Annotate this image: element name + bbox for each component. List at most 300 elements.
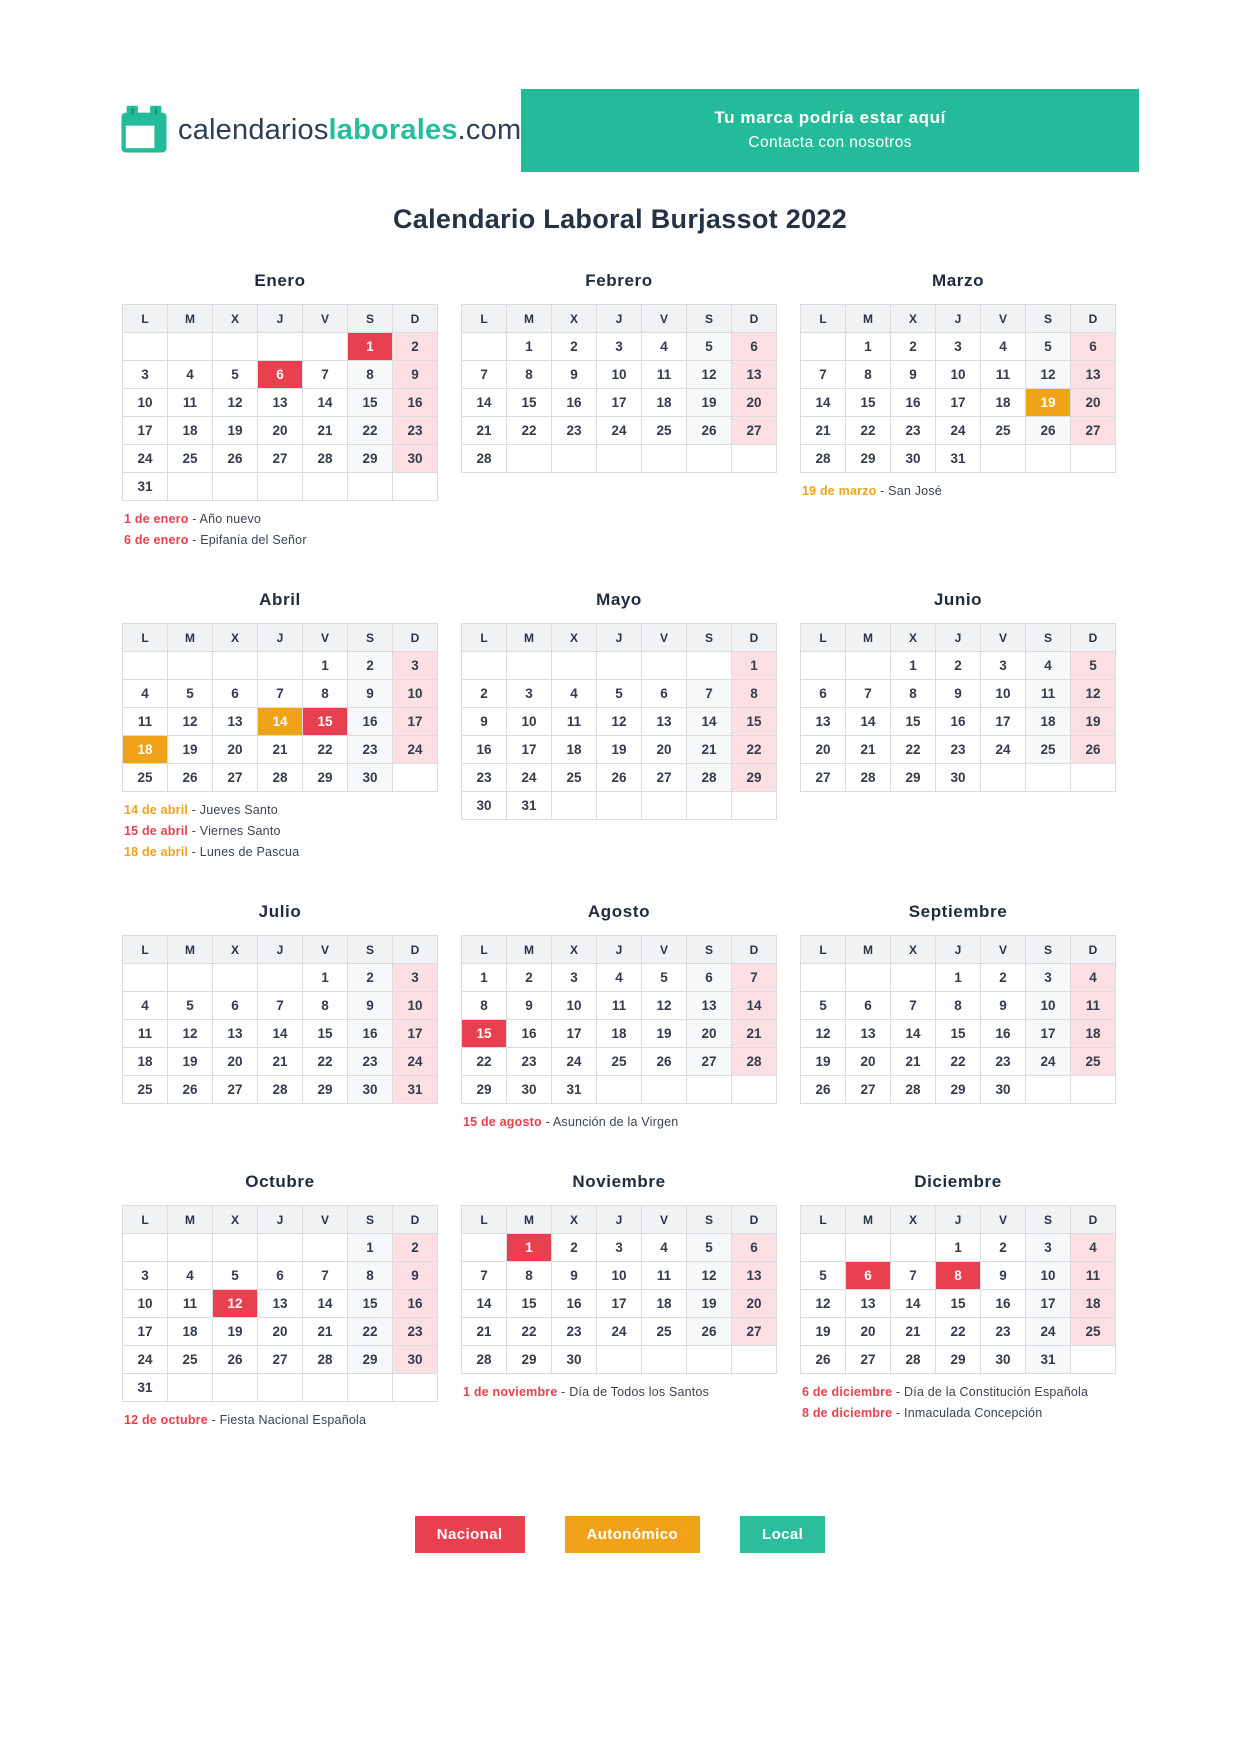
day-cell: 27 bbox=[642, 764, 687, 792]
day-cell: 25 bbox=[1071, 1318, 1116, 1346]
day-cell: 5 bbox=[168, 680, 213, 708]
day-cell: 18 bbox=[642, 1290, 687, 1318]
day-cell: 31 bbox=[1026, 1346, 1071, 1374]
weekday-header-v: V bbox=[981, 1206, 1026, 1234]
empty-cell bbox=[801, 333, 846, 361]
day-cell: 15 bbox=[303, 1020, 348, 1048]
day-cell: 30 bbox=[552, 1346, 597, 1374]
day-cell: 14 bbox=[846, 708, 891, 736]
day-cell: 14 bbox=[891, 1020, 936, 1048]
day-cell: 26 bbox=[213, 445, 258, 473]
day-cell: 16 bbox=[348, 1020, 393, 1048]
day-cell: 19 bbox=[1071, 708, 1116, 736]
day-cell: 16 bbox=[936, 708, 981, 736]
empty-cell bbox=[258, 1374, 303, 1402]
month-agosto bbox=[461, 902, 777, 1136]
day-cell: 20 bbox=[258, 1318, 303, 1346]
day-cell: 9 bbox=[393, 1262, 438, 1290]
weekday-header-x: X bbox=[552, 305, 597, 333]
day-cell: 16 bbox=[552, 389, 597, 417]
day-cell: 1 bbox=[936, 964, 981, 992]
day-cell: 21 bbox=[462, 1318, 507, 1346]
weekday-header-j: J bbox=[936, 936, 981, 964]
day-cell: 11 bbox=[168, 1290, 213, 1318]
day-cell: 30 bbox=[348, 764, 393, 792]
day-cell: 21 bbox=[891, 1318, 936, 1346]
empty-cell bbox=[846, 1234, 891, 1262]
day-cell: 18 bbox=[1071, 1290, 1116, 1318]
day-cell: 30 bbox=[981, 1346, 1026, 1374]
empty-cell bbox=[1026, 1076, 1071, 1104]
empty-cell bbox=[303, 333, 348, 361]
weekday-header-v: V bbox=[303, 936, 348, 964]
weekday-header-d: D bbox=[1071, 305, 1116, 333]
weekday-header-d: D bbox=[393, 1206, 438, 1234]
day-cell: 7 bbox=[687, 680, 732, 708]
day-cell: 28 bbox=[462, 445, 507, 473]
day-cell: 14 bbox=[801, 389, 846, 417]
day-cell: 22 bbox=[462, 1048, 507, 1076]
day-cell: 19 bbox=[213, 417, 258, 445]
banner-contact-link[interactable]: Contacta con nosotros bbox=[748, 134, 912, 151]
day-cell: 14 bbox=[462, 389, 507, 417]
day-cell: 3 bbox=[393, 964, 438, 992]
day-cell: 25 bbox=[597, 1048, 642, 1076]
calendar-row bbox=[122, 1172, 1118, 1434]
day-cell: 6 bbox=[213, 680, 258, 708]
empty-cell bbox=[687, 1076, 732, 1104]
month-title-junio: Junio bbox=[933, 590, 983, 609]
month-title-mayo: Mayo bbox=[596, 590, 642, 609]
day-cell: 5 bbox=[213, 1262, 258, 1290]
day-cell: 4 bbox=[168, 361, 213, 389]
weekday-header-s: S bbox=[687, 305, 732, 333]
empty-cell bbox=[213, 1374, 258, 1402]
day-cell: 27 bbox=[846, 1076, 891, 1104]
day-cell: 16 bbox=[393, 1290, 438, 1318]
empty-cell bbox=[732, 1346, 777, 1374]
day-cell: 22 bbox=[348, 417, 393, 445]
day-cell: 5 bbox=[801, 1262, 846, 1290]
day-cell: 9 bbox=[393, 361, 438, 389]
day-cell: 9 bbox=[552, 1262, 597, 1290]
day-cell: 1 bbox=[462, 964, 507, 992]
day-cell: 4 bbox=[123, 992, 168, 1020]
weekday-header-l: L bbox=[801, 936, 846, 964]
weekday-header-l: L bbox=[801, 305, 846, 333]
holiday-notes-marzo bbox=[800, 484, 1116, 498]
day-cell: 21 bbox=[258, 1048, 303, 1076]
day-cell: 23 bbox=[348, 1048, 393, 1076]
day-cell: 30 bbox=[981, 1076, 1026, 1104]
day-cell: 13 bbox=[732, 1262, 777, 1290]
day-cell: 24 bbox=[393, 1048, 438, 1076]
empty-cell bbox=[462, 652, 507, 680]
day-cell: 28 bbox=[891, 1346, 936, 1374]
day-cell: 2 bbox=[348, 652, 393, 680]
weekday-header-s: S bbox=[687, 624, 732, 652]
empty-cell bbox=[597, 1076, 642, 1104]
day-cell: 6 bbox=[1071, 333, 1116, 361]
day-cell: 3 bbox=[1026, 1234, 1071, 1262]
legend-nacional-button[interactable]: Nacional bbox=[415, 1516, 525, 1553]
day-cell: 25 bbox=[552, 764, 597, 792]
holiday-cell-19-marzo: 19 bbox=[1026, 389, 1071, 417]
day-cell: 22 bbox=[732, 736, 777, 764]
day-cell: 28 bbox=[732, 1048, 777, 1076]
day-cell: 13 bbox=[846, 1020, 891, 1048]
day-cell: 29 bbox=[936, 1076, 981, 1104]
empty-cell bbox=[393, 1374, 438, 1402]
day-cell: 26 bbox=[687, 417, 732, 445]
weekday-header-m: M bbox=[507, 624, 552, 652]
month-table-febrero bbox=[461, 304, 777, 473]
day-cell: 10 bbox=[552, 992, 597, 1020]
day-cell: 8 bbox=[348, 1262, 393, 1290]
day-cell: 30 bbox=[936, 764, 981, 792]
day-cell: 10 bbox=[123, 1290, 168, 1318]
empty-cell bbox=[1026, 764, 1071, 792]
empty-cell bbox=[642, 1346, 687, 1374]
weekday-header-v: V bbox=[642, 305, 687, 333]
logo-text-com: .com bbox=[457, 113, 522, 146]
day-cell: 30 bbox=[393, 1346, 438, 1374]
legend-autonomico-button[interactable]: Autonómico bbox=[565, 1516, 701, 1553]
empty-cell bbox=[507, 652, 552, 680]
day-cell: 18 bbox=[552, 736, 597, 764]
day-cell: 20 bbox=[1071, 389, 1116, 417]
month-table-septiembre bbox=[800, 935, 1116, 1104]
legend bbox=[0, 1516, 1240, 1553]
day-cell: 8 bbox=[846, 361, 891, 389]
day-cell: 2 bbox=[393, 1234, 438, 1262]
holiday-notes-octubre bbox=[122, 1413, 438, 1427]
day-cell: 16 bbox=[981, 1020, 1026, 1048]
day-cell: 20 bbox=[258, 417, 303, 445]
day-cell: 16 bbox=[552, 1290, 597, 1318]
day-cell: 22 bbox=[507, 417, 552, 445]
holiday-note: 8 de diciembre - Inmaculada Concepción bbox=[802, 1406, 1043, 1420]
month-febrero bbox=[461, 271, 777, 473]
day-cell: 12 bbox=[597, 708, 642, 736]
month-table-julio bbox=[122, 935, 438, 1104]
day-cell: 29 bbox=[462, 1076, 507, 1104]
empty-cell bbox=[348, 473, 393, 501]
weekday-header-m: M bbox=[507, 936, 552, 964]
empty-cell bbox=[687, 652, 732, 680]
empty-cell bbox=[1071, 764, 1116, 792]
day-cell: 5 bbox=[801, 992, 846, 1020]
day-cell: 4 bbox=[597, 964, 642, 992]
weekday-header-j: J bbox=[597, 1206, 642, 1234]
weekday-header-j: J bbox=[936, 624, 981, 652]
weekday-header-x: X bbox=[891, 1206, 936, 1234]
empty-cell bbox=[258, 652, 303, 680]
day-cell: 4 bbox=[1071, 1234, 1116, 1262]
empty-cell bbox=[687, 1346, 732, 1374]
empty-cell bbox=[168, 652, 213, 680]
day-cell: 3 bbox=[123, 1262, 168, 1290]
day-cell: 5 bbox=[687, 333, 732, 361]
day-cell: 3 bbox=[123, 361, 168, 389]
day-cell: 7 bbox=[801, 361, 846, 389]
calendar-row bbox=[122, 590, 1118, 866]
day-cell: 3 bbox=[507, 680, 552, 708]
day-cell: 11 bbox=[981, 361, 1026, 389]
day-cell: 17 bbox=[393, 708, 438, 736]
day-cell: 20 bbox=[213, 1048, 258, 1076]
day-cell: 31 bbox=[123, 1374, 168, 1402]
day-cell: 28 bbox=[801, 445, 846, 473]
day-cell: 13 bbox=[732, 361, 777, 389]
day-cell: 9 bbox=[891, 361, 936, 389]
day-cell: 14 bbox=[303, 1290, 348, 1318]
day-cell: 25 bbox=[123, 764, 168, 792]
day-cell: 25 bbox=[168, 445, 213, 473]
day-cell: 22 bbox=[507, 1318, 552, 1346]
day-cell: 26 bbox=[1071, 736, 1116, 764]
day-cell: 4 bbox=[981, 333, 1026, 361]
day-cell: 1 bbox=[891, 652, 936, 680]
day-cell: 17 bbox=[1026, 1290, 1071, 1318]
day-cell: 16 bbox=[507, 1020, 552, 1048]
day-cell: 27 bbox=[213, 1076, 258, 1104]
day-cell: 25 bbox=[168, 1346, 213, 1374]
empty-cell bbox=[213, 333, 258, 361]
weekday-header-l: L bbox=[801, 624, 846, 652]
weekday-header-j: J bbox=[258, 1206, 303, 1234]
day-cell: 18 bbox=[1071, 1020, 1116, 1048]
day-cell: 25 bbox=[642, 1318, 687, 1346]
month-table-mayo bbox=[461, 623, 777, 820]
day-cell: 16 bbox=[891, 389, 936, 417]
site-logo[interactable] bbox=[118, 104, 521, 156]
empty-cell bbox=[303, 1374, 348, 1402]
weekday-header-l: L bbox=[123, 624, 168, 652]
day-cell: 13 bbox=[258, 389, 303, 417]
weekday-header-l: L bbox=[123, 936, 168, 964]
weekday-header-x: X bbox=[213, 1206, 258, 1234]
day-cell: 17 bbox=[597, 1290, 642, 1318]
day-cell: 1 bbox=[732, 652, 777, 680]
day-cell: 21 bbox=[303, 1318, 348, 1346]
weekday-header-d: D bbox=[732, 624, 777, 652]
empty-cell bbox=[462, 333, 507, 361]
day-cell: 18 bbox=[168, 1318, 213, 1346]
month-title-octubre: Octubre bbox=[245, 1172, 315, 1191]
weekday-header-x: X bbox=[891, 936, 936, 964]
day-cell: 29 bbox=[732, 764, 777, 792]
day-cell: 24 bbox=[123, 1346, 168, 1374]
weekday-header-d: D bbox=[393, 624, 438, 652]
day-cell: 27 bbox=[1071, 417, 1116, 445]
empty-cell bbox=[1071, 445, 1116, 473]
empty-cell bbox=[393, 473, 438, 501]
day-cell: 3 bbox=[597, 333, 642, 361]
day-cell: 8 bbox=[936, 992, 981, 1020]
empty-cell bbox=[123, 1234, 168, 1262]
day-cell: 13 bbox=[213, 1020, 258, 1048]
day-cell: 12 bbox=[801, 1290, 846, 1318]
day-cell: 24 bbox=[123, 445, 168, 473]
day-cell: 25 bbox=[123, 1076, 168, 1104]
day-cell: 16 bbox=[393, 389, 438, 417]
empty-cell bbox=[168, 473, 213, 501]
day-cell: 22 bbox=[846, 417, 891, 445]
logo-text-laborales: laborales bbox=[328, 113, 458, 146]
day-cell: 29 bbox=[936, 1346, 981, 1374]
day-cell: 4 bbox=[1071, 964, 1116, 992]
month-noviembre bbox=[461, 1172, 777, 1406]
day-cell: 5 bbox=[597, 680, 642, 708]
day-cell: 28 bbox=[891, 1076, 936, 1104]
day-cell: 15 bbox=[348, 389, 393, 417]
day-cell: 28 bbox=[303, 445, 348, 473]
day-cell: 24 bbox=[552, 1048, 597, 1076]
day-cell: 13 bbox=[846, 1290, 891, 1318]
day-cell: 9 bbox=[936, 680, 981, 708]
day-cell: 1 bbox=[303, 964, 348, 992]
weekday-header-d: D bbox=[732, 305, 777, 333]
day-cell: 24 bbox=[981, 736, 1026, 764]
day-cell: 20 bbox=[732, 389, 777, 417]
day-cell: 23 bbox=[552, 1318, 597, 1346]
day-cell: 10 bbox=[1026, 1262, 1071, 1290]
weekday-header-s: S bbox=[1026, 624, 1071, 652]
weekday-header-d: D bbox=[1071, 1206, 1116, 1234]
day-cell: 8 bbox=[891, 680, 936, 708]
day-cell: 27 bbox=[801, 764, 846, 792]
weekday-header-m: M bbox=[846, 305, 891, 333]
weekday-header-x: X bbox=[213, 305, 258, 333]
day-cell: 11 bbox=[123, 1020, 168, 1048]
day-cell: 19 bbox=[168, 1048, 213, 1076]
holiday-note: 19 de marzo - San José bbox=[802, 484, 942, 498]
weekday-header-l: L bbox=[801, 1206, 846, 1234]
day-cell: 8 bbox=[462, 992, 507, 1020]
day-cell: 23 bbox=[462, 764, 507, 792]
empty-cell bbox=[552, 652, 597, 680]
empty-cell bbox=[393, 764, 438, 792]
day-cell: 6 bbox=[732, 1234, 777, 1262]
day-cell: 15 bbox=[891, 708, 936, 736]
empty-cell bbox=[462, 1234, 507, 1262]
holiday-cell-1-noviembre: 1 bbox=[507, 1234, 552, 1262]
day-cell: 10 bbox=[936, 361, 981, 389]
weekday-header-m: M bbox=[507, 305, 552, 333]
weekday-header-j: J bbox=[936, 1206, 981, 1234]
weekday-header-l: L bbox=[123, 1206, 168, 1234]
day-cell: 29 bbox=[891, 764, 936, 792]
weekday-header-l: L bbox=[462, 624, 507, 652]
holiday-note: 18 de abril - Lunes de Pascua bbox=[124, 845, 300, 859]
empty-cell bbox=[258, 333, 303, 361]
day-cell: 23 bbox=[936, 736, 981, 764]
weekday-header-l: L bbox=[462, 305, 507, 333]
day-cell: 11 bbox=[642, 1262, 687, 1290]
month-title-febrero: Febrero bbox=[585, 271, 653, 290]
calendar-grid bbox=[122, 271, 1118, 1434]
holiday-notes-noviembre bbox=[461, 1385, 777, 1399]
legend-local-button[interactable]: Local bbox=[740, 1516, 825, 1553]
day-cell: 29 bbox=[348, 1346, 393, 1374]
day-cell: 16 bbox=[981, 1290, 1026, 1318]
holiday-note: 1 de enero - Año nuevo bbox=[124, 512, 262, 526]
day-cell: 4 bbox=[168, 1262, 213, 1290]
day-cell: 16 bbox=[348, 708, 393, 736]
holiday-note: 1 de noviembre - Día de Todos los Santos bbox=[463, 1385, 710, 1399]
month-table-agosto bbox=[461, 935, 777, 1104]
weekday-header-x: X bbox=[552, 936, 597, 964]
empty-cell bbox=[213, 652, 258, 680]
empty-cell bbox=[801, 1234, 846, 1262]
day-cell: 6 bbox=[258, 1262, 303, 1290]
month-title-marzo: Marzo bbox=[931, 271, 985, 290]
day-cell: 13 bbox=[213, 708, 258, 736]
weekday-header-l: L bbox=[462, 936, 507, 964]
empty-cell bbox=[981, 445, 1026, 473]
weekday-header-s: S bbox=[348, 1206, 393, 1234]
day-cell: 15 bbox=[936, 1290, 981, 1318]
day-cell: 11 bbox=[1026, 680, 1071, 708]
day-cell: 23 bbox=[393, 1318, 438, 1346]
ad-banner[interactable] bbox=[521, 89, 1139, 172]
holiday-note: 12 de octubre - Fiesta Nacional Española bbox=[124, 1413, 367, 1427]
weekday-header-d: D bbox=[1071, 936, 1116, 964]
month-title-julio: Julio bbox=[258, 902, 302, 921]
day-cell: 12 bbox=[687, 361, 732, 389]
empty-cell bbox=[168, 333, 213, 361]
weekday-header-v: V bbox=[303, 305, 348, 333]
day-cell: 24 bbox=[597, 417, 642, 445]
day-cell: 26 bbox=[687, 1318, 732, 1346]
holiday-cell-15-agosto: 15 bbox=[462, 1020, 507, 1048]
day-cell: 13 bbox=[642, 708, 687, 736]
day-cell: 20 bbox=[687, 1020, 732, 1048]
day-cell: 6 bbox=[687, 964, 732, 992]
day-cell: 8 bbox=[303, 680, 348, 708]
empty-cell bbox=[258, 964, 303, 992]
day-cell: 26 bbox=[801, 1076, 846, 1104]
empty-cell bbox=[123, 333, 168, 361]
day-cell: 2 bbox=[462, 680, 507, 708]
day-cell: 21 bbox=[462, 417, 507, 445]
day-cell: 10 bbox=[597, 361, 642, 389]
empty-cell bbox=[123, 652, 168, 680]
day-cell: 8 bbox=[348, 361, 393, 389]
day-cell: 9 bbox=[462, 708, 507, 736]
holiday-cell-6-diciembre: 6 bbox=[846, 1262, 891, 1290]
page-title: Calendario Laboral Burjassot 2022 bbox=[392, 204, 848, 234]
weekday-header-m: M bbox=[846, 1206, 891, 1234]
weekday-header-v: V bbox=[642, 936, 687, 964]
day-cell: 21 bbox=[801, 417, 846, 445]
day-cell: 23 bbox=[393, 417, 438, 445]
holiday-note: 6 de diciembre - Día de la Constitución Española bbox=[802, 1385, 1089, 1399]
holiday-cell-12-octubre: 12 bbox=[213, 1290, 258, 1318]
weekday-header-d: D bbox=[393, 936, 438, 964]
empty-cell bbox=[597, 792, 642, 820]
day-cell: 18 bbox=[1026, 708, 1071, 736]
empty-cell bbox=[213, 1234, 258, 1262]
day-cell: 14 bbox=[732, 992, 777, 1020]
weekday-header-v: V bbox=[981, 305, 1026, 333]
month-diciembre bbox=[800, 1172, 1116, 1427]
empty-cell bbox=[801, 964, 846, 992]
holiday-notes-diciembre bbox=[800, 1385, 1116, 1420]
day-cell: 18 bbox=[642, 389, 687, 417]
day-cell: 11 bbox=[123, 708, 168, 736]
